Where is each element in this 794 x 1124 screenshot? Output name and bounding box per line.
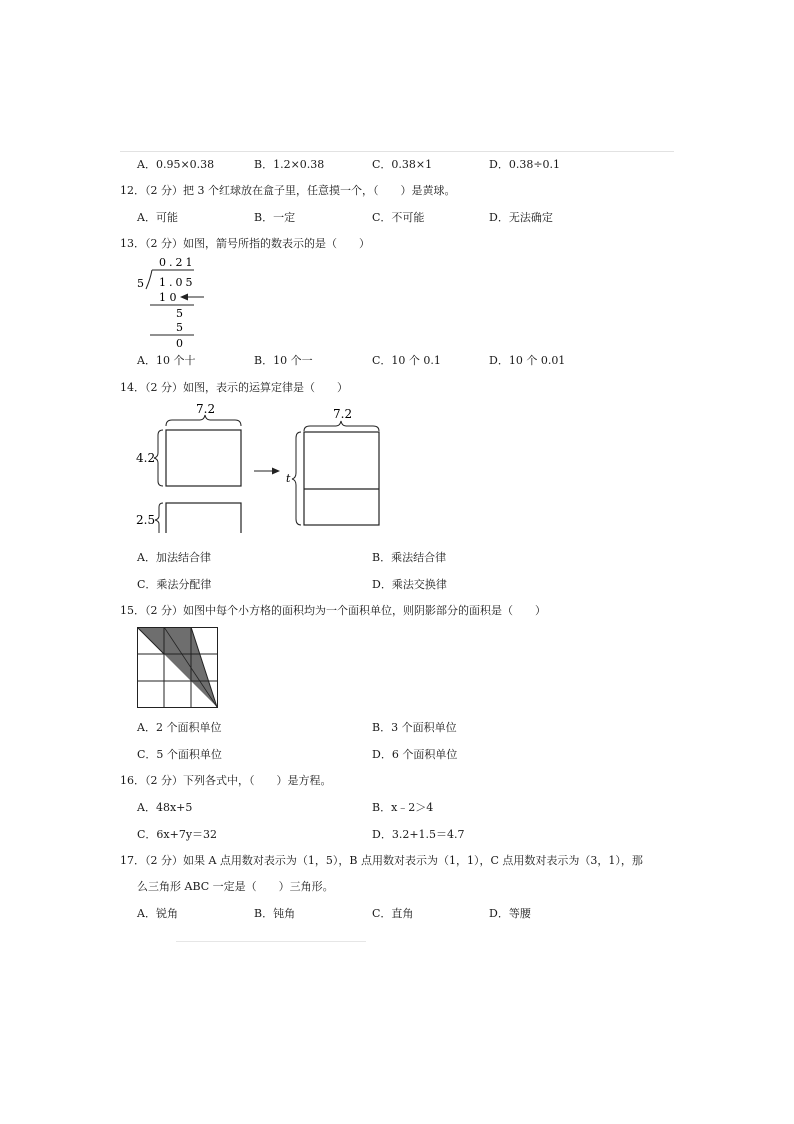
option-key: B． — [254, 211, 274, 224]
option-text: 0.38÷0.1 — [508, 158, 561, 171]
option-text: 乘法交换律 — [391, 578, 447, 591]
option-key: D． — [372, 828, 392, 841]
option-key: C． — [372, 158, 392, 171]
q15-option-a[interactable] — [137, 721, 221, 735]
left-top-brace — [166, 415, 241, 426]
q11-option-d[interactable] — [489, 158, 560, 172]
option-text: 48x+5 — [155, 801, 193, 814]
option-text: 10 个 0.01 — [508, 354, 566, 367]
q16-option-d[interactable] — [372, 828, 465, 842]
q13-option-b[interactable] — [254, 354, 313, 368]
option-text: 直角 — [391, 907, 414, 920]
q17-stem-line-1: 17．（2 分）如果 A 点用数对表示为（1，5），B 点用数对表示为（1，1），C 点用数对表示为（3，1），那 — [120, 854, 643, 867]
option-key: D． — [489, 211, 509, 224]
option-text: 6 个面积单位 — [391, 748, 458, 761]
left-bottom-height-label: 2.5 — [136, 513, 156, 527]
option-key: A． — [137, 211, 156, 224]
option-key: C． — [372, 211, 392, 224]
q13-option-a[interactable] — [137, 354, 195, 368]
step-row-1: 1 0 — [159, 291, 177, 304]
option-text: 10 个 0.1 — [391, 354, 441, 367]
q13-option-d[interactable] — [489, 354, 565, 368]
option-key: B． — [372, 721, 392, 734]
bottom-divider — [176, 941, 366, 942]
q15-option-b[interactable] — [372, 721, 457, 735]
option-key: B． — [254, 158, 274, 171]
option-key: B． — [254, 354, 274, 367]
option-text: 可能 — [155, 211, 178, 224]
q11-option-b[interactable] — [254, 158, 324, 172]
right-height-label: t — [286, 472, 291, 485]
right-height-brace — [292, 432, 301, 525]
left-top-height-label: 4.2 — [136, 451, 156, 465]
option-key: C． — [372, 354, 392, 367]
left-top-height-brace — [154, 430, 163, 486]
q12-option-b[interactable] — [254, 211, 295, 225]
option-text: 1.2×0.38 — [273, 158, 325, 171]
q17-option-a[interactable] — [137, 907, 178, 921]
option-key: C． — [137, 578, 157, 591]
q12-stem: 12．（2 分）把 3 个红球放在盒子里，任意摸一个，（ ）是黄球。 — [120, 184, 456, 197]
option-text: 加法结合律 — [155, 551, 211, 564]
q14-option-c[interactable] — [137, 578, 211, 592]
q15-option-d[interactable] — [372, 748, 457, 762]
option-key: D． — [489, 158, 509, 171]
option-text: 乘法分配律 — [156, 578, 212, 591]
option-key: D． — [489, 354, 509, 367]
q13-long-division-figure — [130, 252, 220, 356]
q14-rectangles-figure — [130, 398, 390, 537]
step-row-2: 5 — [176, 307, 183, 320]
q14-stem: 14．（2 分）如图，表示的运算定律是（ ） — [120, 381, 348, 394]
q16-option-b[interactable] — [372, 801, 433, 815]
option-key: D． — [372, 578, 392, 591]
option-key: A． — [137, 551, 156, 564]
q14-option-a[interactable] — [137, 551, 211, 565]
option-key: B． — [254, 907, 274, 920]
option-key: C． — [372, 907, 392, 920]
top-divider — [120, 151, 674, 152]
q13-option-c[interactable] — [372, 354, 441, 368]
q13-stem: 13．（2 分）如图，箭号所指的数表示的是（ ） — [120, 237, 370, 250]
transform-arrow-icon — [272, 468, 280, 475]
option-text: 2 个面积单位 — [155, 721, 222, 734]
divisor-text: 5 — [137, 277, 144, 290]
q15-option-c[interactable] — [137, 748, 222, 762]
option-text: 10 个一 — [273, 354, 313, 367]
q11-option-c[interactable] — [372, 158, 432, 172]
q16-stem: 16．（2 分）下列各式中，（ ）是方程。 — [120, 774, 332, 787]
option-key: C． — [137, 828, 157, 841]
option-key: A． — [137, 158, 156, 171]
option-text: 乘法结合律 — [391, 551, 447, 564]
option-text: 5 个面积单位 — [156, 748, 222, 761]
option-key: A． — [137, 354, 156, 367]
division-bracket — [146, 270, 152, 289]
option-key: D． — [489, 907, 509, 920]
option-text: 钝角 — [273, 907, 296, 920]
q16-option-c[interactable] — [137, 828, 217, 842]
option-text: 0.38×1 — [391, 158, 433, 171]
step-row-4: 0 — [176, 337, 183, 350]
option-text: 等腰 — [508, 907, 531, 920]
option-text: 不可能 — [391, 211, 425, 224]
q11-option-a[interactable] — [137, 158, 214, 172]
q17-option-c[interactable] — [372, 907, 413, 921]
option-key: B． — [372, 801, 392, 814]
option-text: 0.95×0.38 — [155, 158, 215, 171]
option-text: 无法确定 — [508, 211, 553, 224]
option-key: A． — [137, 801, 156, 814]
q14-option-b[interactable] — [372, 551, 446, 565]
arrow-head-icon — [180, 294, 188, 301]
option-text: 10 个十 — [155, 354, 196, 367]
option-key: A． — [137, 721, 156, 734]
option-text: 3.2+1.5＝4.7 — [391, 828, 465, 841]
option-text: 6x+7y＝32 — [156, 828, 218, 841]
right-width-label: 7.2 — [333, 407, 353, 421]
left-bottom-height-brace — [155, 503, 163, 533]
option-text: 3 个面积单位 — [391, 721, 457, 734]
left-width-label: 7.2 — [196, 402, 216, 416]
option-key: A． — [137, 907, 156, 920]
option-key: C． — [137, 748, 157, 761]
q17-option-b[interactable] — [254, 907, 295, 921]
option-key: D． — [372, 748, 392, 761]
option-key: B． — [372, 551, 392, 564]
q12-option-d[interactable] — [489, 211, 553, 225]
q16-option-a[interactable] — [137, 801, 192, 815]
left-top-rectangle — [166, 430, 241, 486]
q14-option-d[interactable] — [372, 578, 447, 592]
step-row-3: 5 — [176, 321, 183, 334]
option-text: 一定 — [273, 211, 296, 224]
right-combined-rectangle — [304, 432, 379, 525]
q17-option-d[interactable] — [489, 907, 531, 921]
q17-stem-line-2: 么三角形 ABC 一定是（ ）三角形。 — [137, 880, 334, 893]
q12-option-a[interactable] — [137, 211, 178, 225]
q15-stem: 15．（2 分）如图中每个小方格的面积均为一个面积单位，则阴影部分的面积是（ ） — [120, 604, 546, 617]
q15-grid-figure — [137, 627, 219, 713]
right-top-brace — [304, 421, 379, 431]
left-bottom-rectangle — [166, 503, 241, 533]
quotient-text: 0.21 — [159, 256, 196, 269]
dividend-text: 1.05 — [159, 276, 196, 289]
q12-option-c[interactable] — [372, 211, 424, 225]
option-text: 锐角 — [155, 907, 178, 920]
option-text: x﹣2＞4 — [391, 801, 434, 814]
